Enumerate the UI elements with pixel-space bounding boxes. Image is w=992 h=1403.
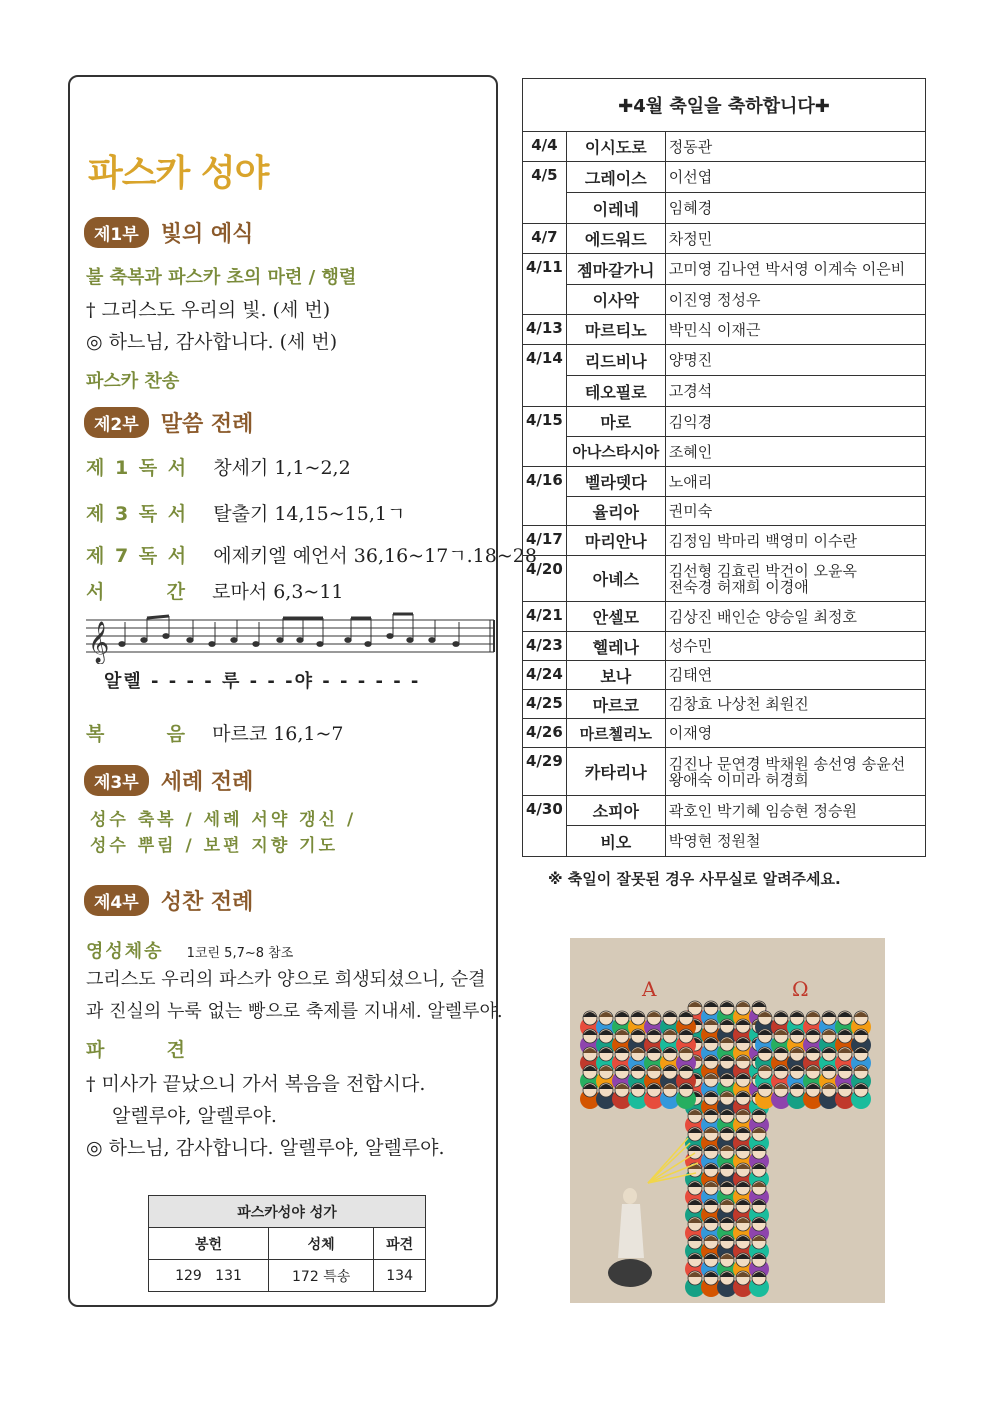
easter-vigil-panel — [68, 75, 537, 1307]
part4-heading — [84, 885, 253, 916]
feast-date: 4/24 — [523, 661, 567, 690]
celebrants: 이재영 — [665, 719, 925, 748]
reading-row — [86, 499, 405, 526]
table-row — [523, 467, 926, 497]
reading-label: 제 1 독 서 — [86, 457, 189, 479]
svg-text:𝄞: 𝄞 — [88, 622, 110, 663]
saint-name: 마르첼리노 — [566, 719, 665, 748]
saint-name: 마리안나 — [566, 526, 665, 556]
baptism-line-1: 성수 축복 / 세례 서약 갱신 / — [90, 810, 357, 830]
table-row — [523, 345, 926, 376]
reading-value: 창세기 1,1~2,2 — [213, 457, 351, 479]
versicle-1: † 그리스도 우리의 빛. (세 번) — [86, 299, 331, 321]
saint-name: 이시도로 — [566, 132, 665, 162]
table-row — [523, 690, 926, 719]
celebrants: 고경석 — [665, 376, 925, 407]
feast-date: 4/23 — [523, 632, 567, 661]
gospel-label: 복 음 — [86, 723, 188, 745]
hymn-header-dismissal: 파견 — [374, 1228, 426, 1260]
celebrants: 성수민 — [665, 632, 925, 661]
table-row — [523, 437, 926, 467]
omega-letter: Ω — [792, 977, 809, 1001]
communion-label: 영성체송 — [86, 941, 164, 962]
celebrants-line-1: 김선형 김효린 박건이 오윤옥 — [668, 561, 857, 580]
communion-line-2: 과 진실의 누룩 없는 빵으로 축제를 지내세. 알렐루야. — [86, 1001, 503, 1022]
embroidery-illustration — [570, 938, 885, 1303]
table-row — [523, 556, 926, 602]
saint-name: 소피아 — [566, 796, 665, 826]
feast-date: 4/21 — [523, 602, 567, 632]
table-row — [523, 526, 926, 556]
feast-date: 4/15 — [523, 407, 567, 467]
cross-of-people-artwork — [570, 938, 885, 1303]
dismissal-response: ◎ 하느님, 감사합니다. 알렐루야, 알렐루야. — [86, 1137, 445, 1159]
saint-name: 헬레나 — [566, 632, 665, 661]
response-1: ◎ 하느님, 감사합니다. (세 번) — [86, 331, 338, 353]
saint-name: 비오 — [566, 826, 665, 857]
gospel-row — [86, 719, 344, 746]
reading-value: 탈출기 14,15~15,1ㄱ — [213, 503, 406, 525]
feast-day-table — [522, 78, 926, 857]
celebrants — [665, 748, 925, 796]
celebrants: 조혜인 — [665, 437, 925, 467]
saint-name: 안셀모 — [566, 602, 665, 632]
celebrants: 김정임 박마리 백영미 이수란 — [665, 526, 925, 556]
table-row — [523, 719, 926, 748]
feast-date: 4/17 — [523, 526, 567, 556]
saint-name: 마르코 — [566, 690, 665, 719]
fire-blessing: 불 축복과 파스카 초의 마련 / 행렬 — [86, 267, 357, 288]
feast-date: 4/25 — [523, 690, 567, 719]
table-row — [523, 602, 926, 632]
alpha-letter: A — [642, 977, 657, 1001]
feast-date: 4/11 — [523, 254, 567, 315]
reading-row — [86, 453, 351, 480]
feast-date: 4/26 — [523, 719, 567, 748]
celebrants: 차정민 — [665, 224, 925, 254]
celebrants: 양명진 — [665, 345, 925, 376]
table-row — [523, 162, 926, 193]
saint-name: 벨라뎃다 — [566, 467, 665, 497]
hymn-value-dismissal: 134 — [374, 1260, 426, 1292]
saint-name: 아녜스 — [566, 556, 665, 602]
baptism-line-2: 성수 뿌림 / 보편 지향 기도 — [90, 836, 339, 856]
saint-name: 카타리나 — [566, 748, 665, 796]
saint-name: 리드비나 — [566, 345, 665, 376]
celebrants-line-2: 왕애숙 이미라 허경희 — [668, 770, 809, 789]
gospel-value: 마르코 16,1~7 — [212, 723, 344, 745]
saint-name: 이레네 — [566, 193, 665, 224]
dismissal-label: 파 견 — [86, 1039, 188, 1061]
part4-title: 성찬 전례 — [160, 890, 254, 915]
table-row — [523, 193, 926, 224]
hymn-value-offertory: 129 131 — [149, 1260, 269, 1292]
table-row — [523, 748, 926, 796]
reading-value: 에제키엘 예언서 36,16~17ㄱ.18~28 — [213, 545, 537, 567]
feast-table-title: ✚4월 축일을 축하합니다✚ — [523, 79, 926, 132]
communion-line-1: 그리스도 우리의 파스카 양으로 희생되셨으니, 순결 — [86, 969, 486, 990]
table-row — [523, 224, 926, 254]
reading-label: 제 7 독 서 — [86, 545, 189, 567]
feast-date: 4/5 — [523, 162, 567, 224]
celebrants: 고미영 김나연 박서영 이계숙 이은비 — [665, 254, 925, 285]
feast-date: 4/29 — [523, 748, 567, 796]
part1-badge: 제1부 — [84, 217, 149, 248]
part3-title: 세례 전례 — [160, 770, 254, 795]
saint-name: 에드워드 — [566, 224, 665, 254]
celebrants: 이진영 정성우 — [665, 285, 925, 315]
table-row — [523, 407, 926, 437]
feast-date: 4/16 — [523, 467, 567, 526]
part3-badge: 제3부 — [84, 765, 149, 796]
table-row — [523, 826, 926, 857]
celebrants: 임혜경 — [665, 193, 925, 224]
table-row — [523, 796, 926, 826]
part2-badge: 제2부 — [84, 407, 149, 438]
celebrants: 박민식 이재근 — [665, 315, 925, 345]
celebrants: 김상진 배인순 양승일 최정호 — [665, 602, 925, 632]
table-row — [523, 315, 926, 345]
part3-heading — [84, 765, 253, 796]
feast-date: 4/20 — [523, 556, 567, 602]
table-row — [523, 285, 926, 315]
feast-date: 4/13 — [523, 315, 567, 345]
hymn-header-offertory: 봉헌 — [149, 1228, 269, 1260]
celebrants-line-1: 김진나 문연경 박채원 송선영 송윤선 — [668, 754, 906, 773]
saint-name: 젬마갈가니 — [566, 254, 665, 285]
saint-name: 마로 — [566, 407, 665, 437]
table-row — [523, 376, 926, 407]
celebrants: 노애리 — [665, 467, 925, 497]
reading-label: 서 간 — [86, 581, 188, 603]
music-staff — [86, 612, 496, 664]
dismissal-line-2: 알렐루야, 알렐루야. — [112, 1105, 277, 1127]
table-row — [523, 254, 926, 285]
part1-title: 빛의 예식 — [160, 222, 254, 247]
celebrants: 박영현 정원철 — [665, 826, 925, 857]
celebrants: 김태연 — [665, 661, 925, 690]
saint-name: 테오필로 — [566, 376, 665, 407]
celebrants: 김익경 — [665, 407, 925, 437]
saint-name: 율리아 — [566, 497, 665, 526]
celebrants: 곽호인 박기혜 임승현 정승원 — [665, 796, 925, 826]
dismissal-line-1: † 미사가 끝났으니 가서 복음을 전합시다. — [86, 1073, 426, 1095]
part2-heading — [84, 407, 253, 438]
feast-notice: ※ 축일이 잘못된 경우 사무실로 알려주세요. — [548, 870, 841, 888]
celebrants: 권미숙 — [665, 497, 925, 526]
saint-name: 아나스타시아 — [566, 437, 665, 467]
hymn-table — [148, 1195, 426, 1292]
feast-date: 4/7 — [523, 224, 567, 254]
table-row — [523, 497, 926, 526]
table-row — [523, 132, 926, 162]
exsultet: 파스카 찬송 — [86, 371, 180, 392]
feast-date: 4/14 — [523, 345, 567, 407]
page-title: 파스카 성야 — [88, 153, 269, 194]
reading-row — [86, 577, 344, 604]
table-row — [523, 661, 926, 690]
table-row — [523, 632, 926, 661]
celebrants: 김창효 나상천 최원진 — [665, 690, 925, 719]
communion-reference: 1코린 5,7~8 참조 — [186, 946, 294, 961]
celebrants — [665, 556, 925, 602]
celebrants: 정동관 — [665, 132, 925, 162]
part2-title: 말씀 전례 — [160, 412, 254, 437]
celebrants: 이선엽 — [665, 162, 925, 193]
feast-date: 4/30 — [523, 796, 567, 857]
part4-badge: 제4부 — [84, 885, 149, 916]
reading-value: 로마서 6,3~11 — [212, 581, 344, 603]
celebrants-line-2: 전숙경 허재희 이경애 — [668, 577, 809, 596]
hymn-header-communion: 성체 — [269, 1228, 374, 1260]
feast-date: 4/4 — [523, 132, 567, 162]
hymn-value-communion: 172 특송 — [269, 1260, 374, 1292]
alleluia-lyrics: 알렐 - - - - 루 - - -야 - - - - - - — [104, 671, 421, 692]
reading-row — [86, 541, 537, 568]
part1-heading — [84, 217, 253, 248]
reading-label: 제 3 독 서 — [86, 503, 189, 525]
saint-name: 이사악 — [566, 285, 665, 315]
saint-name: 마르티노 — [566, 315, 665, 345]
communion-heading — [86, 937, 293, 963]
saint-name: 그레이스 — [566, 162, 665, 193]
saint-name: 보나 — [566, 661, 665, 690]
hymn-table-title: 파스카성야 성가 — [149, 1196, 426, 1228]
